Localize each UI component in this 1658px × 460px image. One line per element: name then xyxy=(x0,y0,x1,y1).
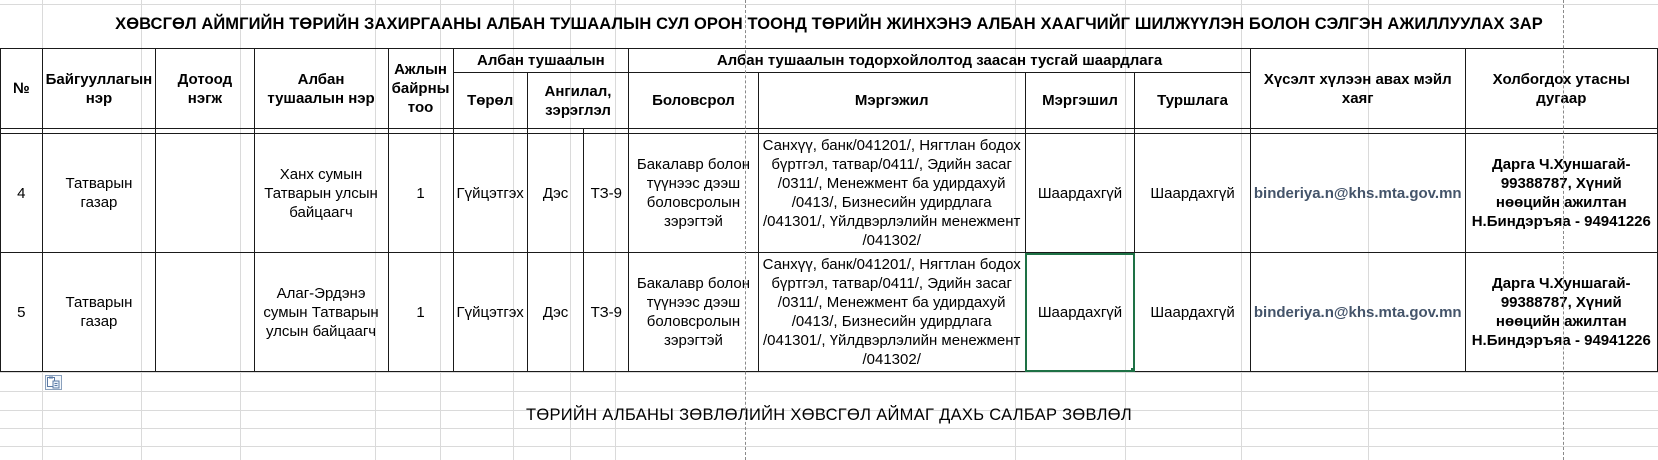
header-skill[interactable]: Мэргэшил xyxy=(1025,73,1135,129)
fill-handle[interactable] xyxy=(1131,368,1135,372)
row-organization[interactable]: Татварын газар xyxy=(42,253,156,372)
header-requirements-group[interactable]: Албан тушаалын тодорхойлолтод заасан тусгай шаардлага xyxy=(629,49,1251,73)
header-profession[interactable]: Мэргэжил xyxy=(758,73,1025,129)
row-experience[interactable]: Шаардахгүй xyxy=(1135,134,1251,253)
row-skill: Шаардахгүй xyxy=(1037,303,1123,321)
page-break-line xyxy=(1563,0,1564,460)
page-break-line xyxy=(745,0,746,460)
header-position-group[interactable]: Албан тушаалын xyxy=(453,49,629,73)
row-profession[interactable]: Санхүү, банк/041201/, Нягтлан бодох бүртгэл, татвар/0411/, Эдийн засаг /0311/, Менежмент ба удирдахуй /0413/, Бизнесийн удирдлага /041301/, Үйлдвэрлэлийн менежмент /041302/ xyxy=(758,253,1025,372)
row-email[interactable]: binderiya.n@khs.mta.gov.mn xyxy=(1250,253,1465,372)
row-grade[interactable]: ТЗ-9 xyxy=(584,134,629,253)
row-type[interactable]: Гүйцэтгэх xyxy=(453,134,527,253)
header-education[interactable]: Боловсрол xyxy=(629,73,758,129)
header-experience[interactable]: Туршлага xyxy=(1135,73,1251,129)
header-email[interactable]: Хүсэлт хүлээн авах мэйл хаяг xyxy=(1250,49,1465,129)
row-profession[interactable]: Санхүү, банк/041201/, Нягтлан бодох бүртгэл, татвар/0411/, Эдийн засаг /0311/, Менежмент ба удирдахуй /0413/, Бизнесийн удирдлага /041301/, Үйлдвэрлэлийн менежмент /041302/ xyxy=(758,134,1025,253)
gridline xyxy=(0,391,1658,392)
row-skill[interactable]: Шаардахгүй xyxy=(1025,134,1135,253)
row-position-name[interactable]: Алаг-Эрдэнэ сумын Татварын улсын байцаагч xyxy=(254,253,388,372)
header-phone[interactable]: Холбогдох утасны дугаар xyxy=(1465,49,1657,129)
row-organization[interactable]: Татварын газар xyxy=(42,134,156,253)
row-grade[interactable]: ТЗ-9 xyxy=(584,253,629,372)
row-category[interactable]: Дэс xyxy=(527,134,584,253)
row-phone[interactable]: Дарга Ч.Хуншагай- 99388787, Хүний нөөцийн ажилтан Н.Биндэръяа - 94941226 xyxy=(1465,253,1657,372)
row-seat-count[interactable]: 1 xyxy=(388,253,453,372)
row-education[interactable]: Бакалавр болон түүнээс дээш боловсролын зэрэгтэй xyxy=(629,253,758,372)
header-seat-count[interactable]: Ажлын байрны тоо xyxy=(388,49,453,129)
header-no[interactable]: № xyxy=(1,49,43,129)
row-experience[interactable]: Шаардахгүй xyxy=(1135,253,1251,372)
page-title: ХӨВСГӨЛ АЙМГИЙН ТӨРИЙН ЗАХИРГААНЫ АЛБАН ТУШААЛЫН СУЛ ОРОН ТООНД ТӨРИЙН ЖИНХЭНЭ АЛБАН ХААГЧИЙГ ШИЛЖҮҮЛЭН БОЛОН СЭЛГЭН АЖИЛЛУУЛАХ ЗАР xyxy=(115,15,1543,33)
gridline xyxy=(0,446,1658,447)
council-heading: ТӨРИЙН АЛБАНЫ ЗӨВЛӨЛИЙН ХӨВСГӨЛ АЙМАГ ДАХЬ САЛБАР ЗӨВЛӨЛ xyxy=(525,406,1133,424)
header-category[interactable]: Ангилал, зэрэглэл xyxy=(527,73,628,129)
row-seat-count[interactable]: 1 xyxy=(388,134,453,253)
row-category[interactable]: Дэс xyxy=(527,253,584,372)
row-education[interactable]: Бакалавр болон түүнээс дээш боловсролын зэрэгтэй xyxy=(629,134,758,253)
row-internal-unit[interactable] xyxy=(156,253,254,372)
row-position-name[interactable]: Ханх сумын Татварын улсын байцаагч xyxy=(254,134,388,253)
row-type[interactable]: Гүйцэтгэх xyxy=(453,253,527,372)
paste-options-icon[interactable] xyxy=(45,375,62,390)
header-internal-unit[interactable]: Дотоод нэгж xyxy=(156,49,254,129)
row-phone[interactable]: Дарга Ч.Хуншагай- 99388787, Хүний нөөцийн ажилтан Н.Биндэръяа - 94941226 xyxy=(1465,134,1657,253)
row-email[interactable]: binderiya.n@khs.mta.gov.mn xyxy=(1250,134,1465,253)
table-row[interactable] xyxy=(1,253,1658,372)
table-row[interactable] xyxy=(1,134,1658,253)
gridline xyxy=(0,372,1658,373)
header-position-name[interactable]: Албан тушаалын нэр xyxy=(254,49,388,129)
vacancy-table xyxy=(0,48,1658,372)
header-type[interactable]: Төрөл xyxy=(453,73,527,129)
row-no[interactable]: 5 xyxy=(1,253,43,372)
row-no[interactable]: 4 xyxy=(1,134,43,253)
header-organization[interactable]: Байгууллагын нэр xyxy=(42,49,156,129)
selected-cell-skill[interactable] xyxy=(1025,253,1135,372)
row-internal-unit[interactable] xyxy=(156,134,254,253)
